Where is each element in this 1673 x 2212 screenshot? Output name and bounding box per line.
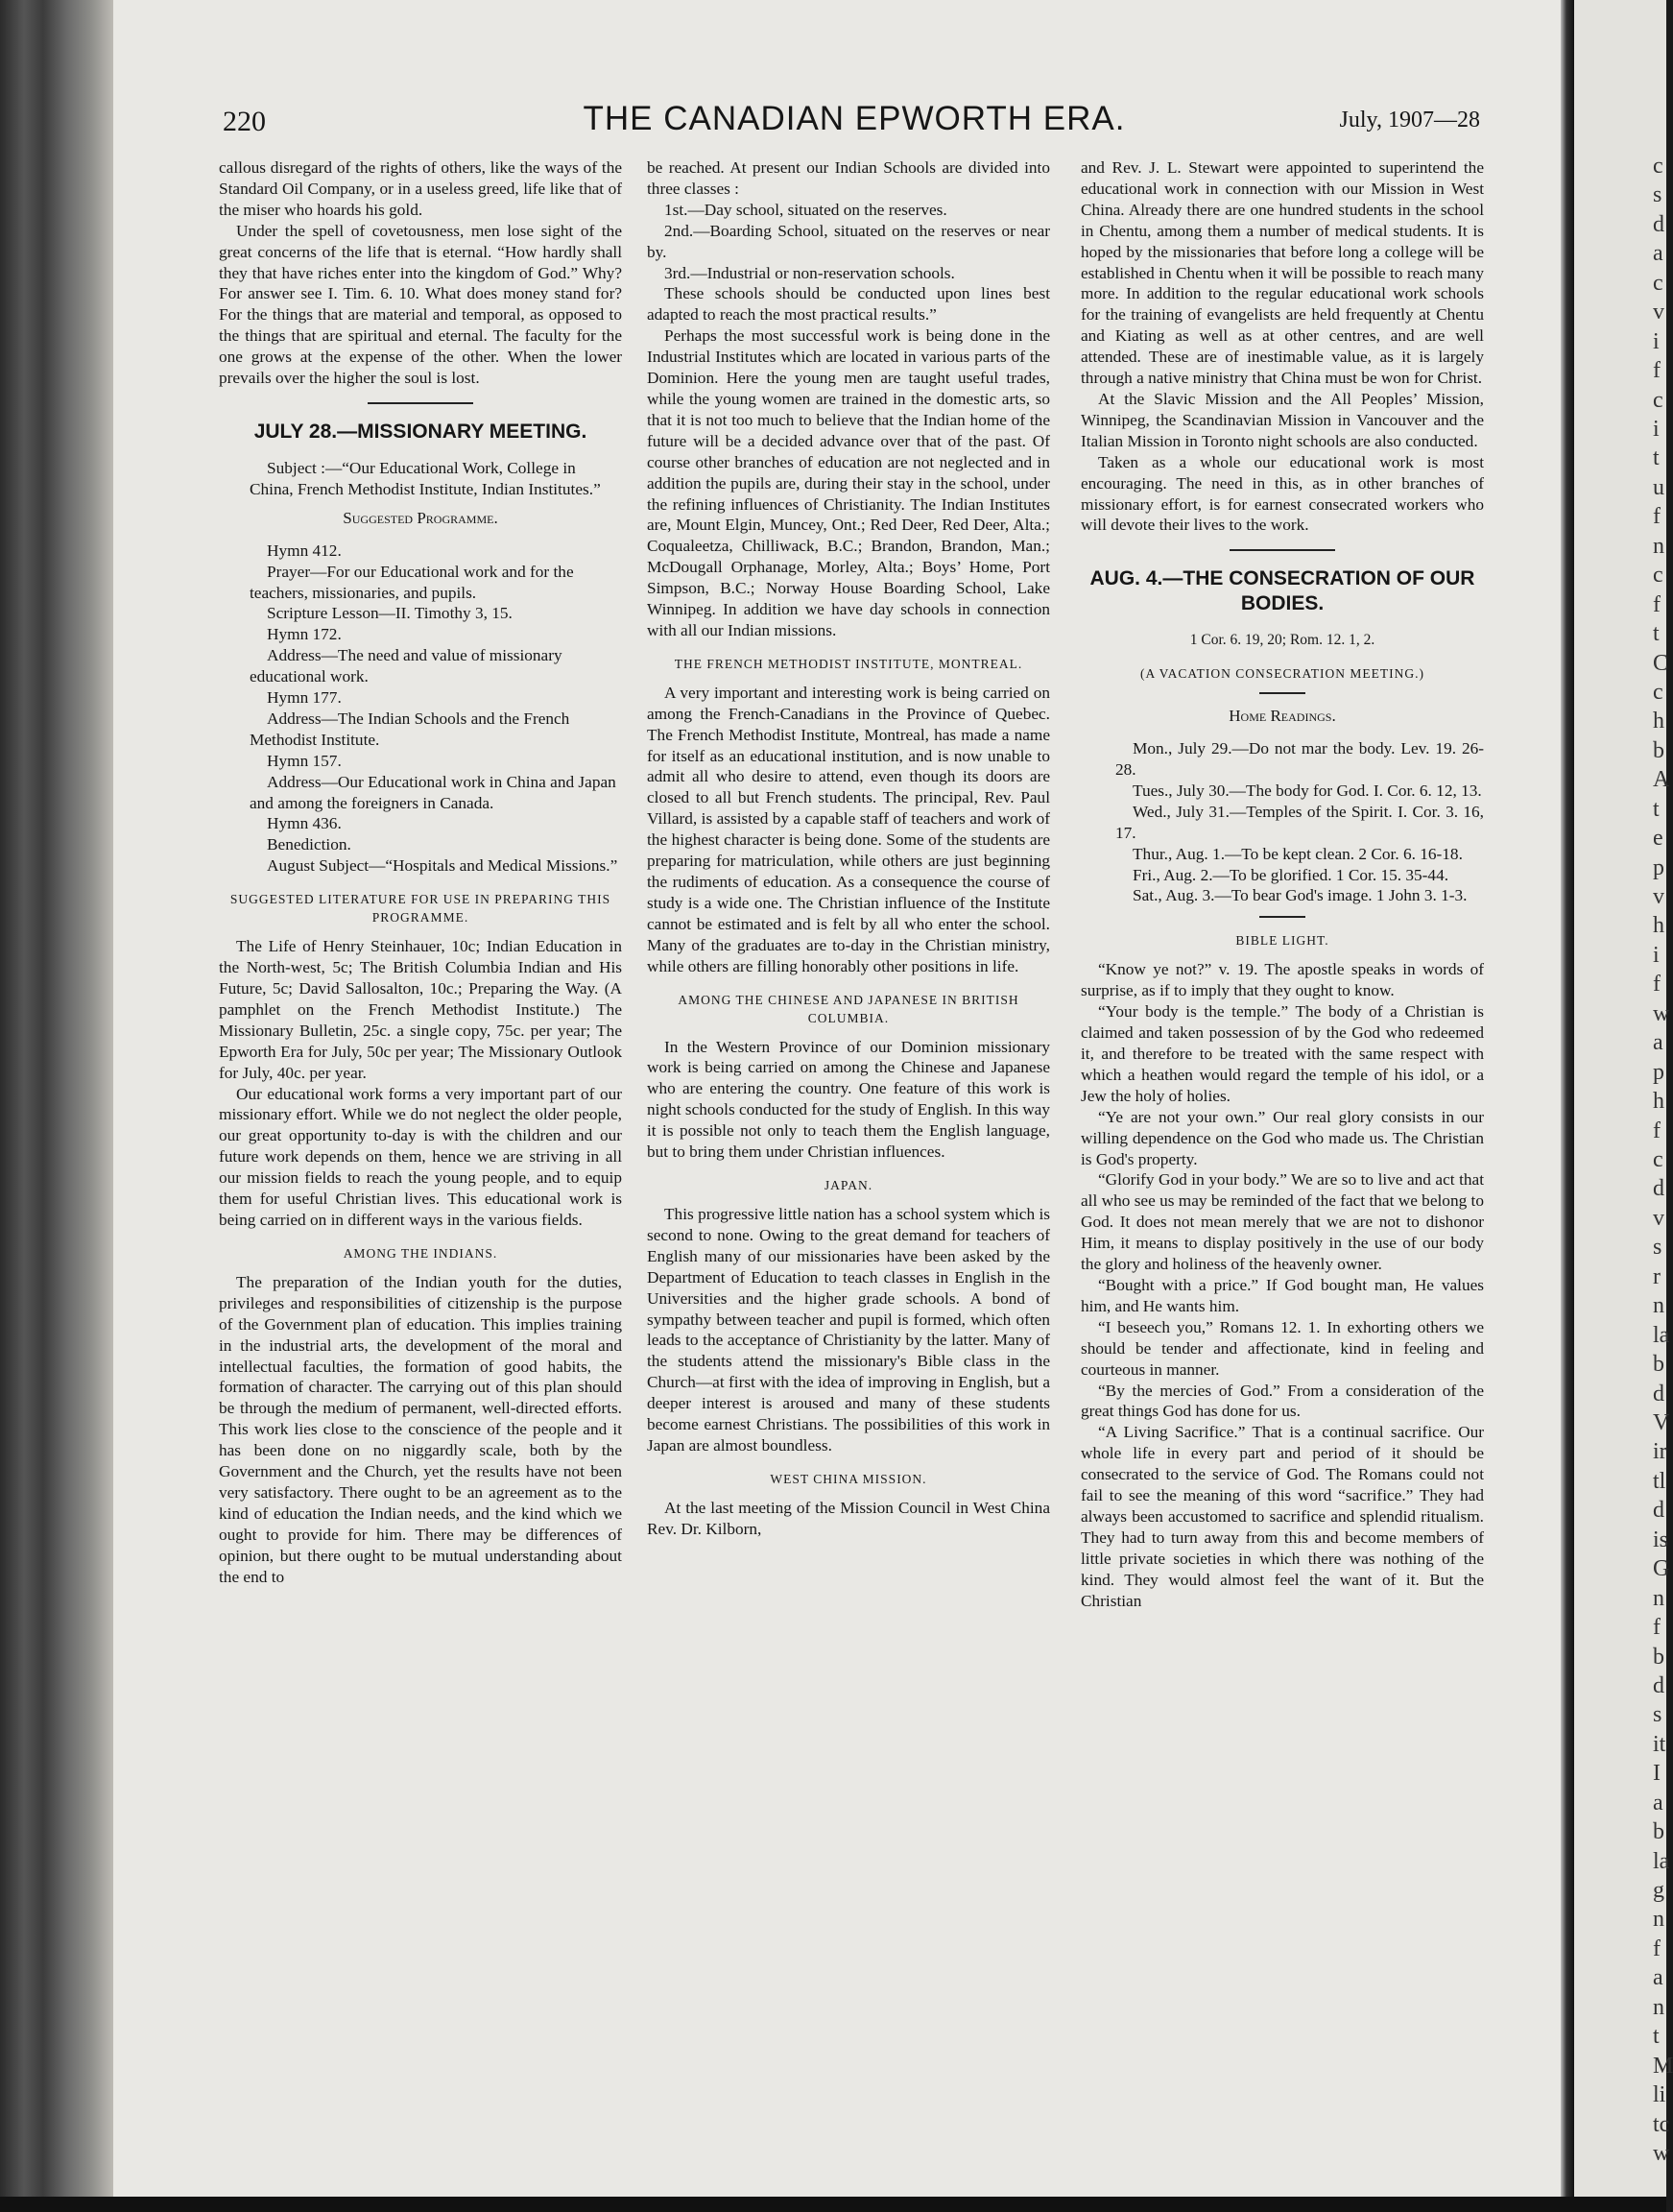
reading-item: Wed., July 31.—Temples of the Spirit. I. Cor. 3. 16, 17. <box>1115 802 1484 842</box>
paragraph: Perhaps the most successful work is being done in the Industrial Institutes which are located in various parts of the Dominion. Here the young men are taught useful trades, while the young women are trained in the domestic arts, so that it is not too much to believe that the Indian home of the future will be a decided advance over that of the past. Of course other branches of education are not neglected and in addition the pupils are, during their stay in the school, under the refining influences of Christianity. The Indian Institutes are, Mount Elgin, Muncey, Ont.; Red Deer, Red Deer, Alta.; Coqualeetza, Chilliwack, B.C.; Brandon, Brandon, Man.; McDougall Orphanage, Morley, Alta.; Boys’ Home, Port Simpson, B.C.; Norway House Boarding School, Lake Winnipeg. In addition we have day schools in connection with all our Indian missions. <box>647 326 1050 639</box>
programme-item: Benediction. <box>267 835 351 854</box>
cropped-letter: c <box>1653 1147 1663 1172</box>
short-divider <box>1259 916 1305 918</box>
cropped-letter: p <box>1653 1059 1664 1085</box>
cropped-letter: u <box>1653 474 1664 500</box>
cropped-letter: t <box>1653 2024 1660 2050</box>
cropped-letter: g <box>1653 1878 1664 1904</box>
cropped-letter: tc <box>1653 2111 1670 2137</box>
book-binding <box>0 0 113 2212</box>
programme-item: Hymn 412. <box>267 541 342 560</box>
cropped-letter: b <box>1653 737 1664 763</box>
paragraph: This progressive little nation has a school system which is second to none. Owing to the great demand for teachers of English many of our missionaries have been asked by the Department of Education to teach classes in English in the Universities and the higher grade schools. A bond of sympathy between teacher and pupil is formed, which often leads to the acceptance of Christianity by the latter. Many of the students attend the missionary's Bible class in the Church—at first with the idea of improving in English, but a deeper interest is aroused and many of these students become earnest Christians. The possibilities of this work in Japan are almost boundless. <box>647 1204 1050 1455</box>
paragraph: At the last meeting of the Mission Council in West China Rev. Dr. Kilborn, <box>647 1498 1050 1538</box>
cropped-letter: p <box>1653 854 1664 880</box>
cropped-letter: c <box>1653 563 1663 589</box>
cropped-letter: li <box>1653 2082 1666 2108</box>
short-divider <box>1259 692 1305 694</box>
cropped-letter: h <box>1653 1089 1664 1115</box>
programme-list <box>219 541 622 878</box>
subheading: SUGGESTED LITERATURE FOR USE IN PREPARING THIS PROGRAMME. <box>229 892 611 926</box>
cropped-letter: b <box>1653 1819 1664 1845</box>
cropped-letter: i <box>1653 416 1660 442</box>
cropped-letter: f <box>1653 972 1661 998</box>
cropped-letter: s <box>1653 182 1662 208</box>
section-title: JULY 28.—MISSIONARY MEETING. <box>253 420 587 443</box>
cropped-letter: d <box>1653 1672 1664 1698</box>
issue-date: July, 1907—28 <box>1339 108 1480 132</box>
reading-item: Sat., Aug. 3.—To bear God's image. 1 John 3. 1-3. <box>1133 886 1468 905</box>
scan-bottom-edge <box>0 2197 1666 2212</box>
page-gutter <box>1561 0 1574 2212</box>
paragraph: “Ye are not your own.” Our real glory consists in our willing dependence on the God who made us. The Christian is God's property. <box>1081 1107 1484 1168</box>
cropped-letter: tl <box>1653 1468 1666 1494</box>
cropped-letter: la <box>1653 1848 1670 1874</box>
paragraph: Taken as a whole our educational work is most encouraging. The need in this, as in other branches of missionary effort, is for earnest consecrated workers who will devote their lives to the work. <box>1081 452 1484 535</box>
paragraph: 1st.—Day school, situated on the reserves. <box>664 200 947 219</box>
page-header <box>223 100 1486 138</box>
subheading: THE FRENCH METHODIST INSTITUTE, MONTREAL. <box>674 656 1023 671</box>
paragraph: Our educational work forms a very important part of our missionary effort. While we do not neglect the older people, our great opportunity to-day is with the children and our future work depends on them, hence we are striving in all our mission fields to reach the young people, and to equip them for useful Christian lives. This educational work is being carried on in different ways in the various fields. <box>219 1084 622 1229</box>
section-divider <box>1230 549 1335 551</box>
paragraph: 2nd.—Boarding School, situated on the reserves or near by. <box>647 221 1050 261</box>
subject-line: Subject :—“Our Educational Work, College in China, French Methodist Institute, Indian Institutes.” <box>250 458 601 498</box>
reading-item: Thur., Aug. 1.—To be kept clean. 2 Cor. 6. 16-18. <box>1133 844 1463 863</box>
page-number: 220 <box>223 106 266 137</box>
subheading: AMONG THE INDIANS. <box>343 1245 498 1261</box>
adjacent-page-edge <box>1574 0 1673 2212</box>
paragraph: “Glorify God in your body.” We are so to live and act that all who see us may be reminded of the fact that we belong to God. It does not mean merely that we are not to dishonor Him, it means to display positively in the use of our body the glory and holiness of the heavenly owner. <box>1081 1170 1484 1274</box>
cropped-letter: C <box>1653 650 1669 676</box>
reading-item: Fri., Aug. 2.—To be glorified. 1 Cor. 15. 35-44. <box>1133 865 1449 884</box>
subheading: JAPAN. <box>824 1177 873 1192</box>
cropped-letter: f <box>1653 358 1661 384</box>
paragraph: The preparation of the Indian youth for the duties, privileges and responsibilities of citizenship is the purpose of the Government plan of education. This implies training in the industrial arts, the development of the moral and intellectual faculties, the formation of good habits, the formation of character. The carrying out of this plan should be through the medium of permanent, well-directed efforts. This work lies close to the conscience of the people and it has been done on no niggardly scale, both by the Government and the Church, yet the results have not been very satisfactory. There ought to be an agreement as to the kind of education the Indian needs, and the kind which we ought to provide for him. There may be differences of opinion, but there ought to be mutual understanding about the end to <box>219 1272 622 1586</box>
cropped-letter: f <box>1653 1936 1661 1961</box>
cropped-letter: c <box>1653 679 1663 705</box>
cropped-letter: d <box>1653 1498 1664 1524</box>
scripture-refs: 1 Cor. 6. 19, 20; Rom. 12. 1, 2. <box>1189 632 1375 649</box>
cropped-letter: d <box>1653 1176 1664 1202</box>
cropped-letter: r <box>1653 1263 1661 1289</box>
paragraph: Under the spell of covetousness, men lose sight of the great concerns of the life that is eternal. “How hardly shall they that have riches enter into the kingdom of God.” Why? For answer see I. Tim. 6. 10. What does money stand for? For the things that are material and temporal, as opposed to the things that are spiritual and eternal. The faculty for the one grows at the expense of the other. When the lower prevails over the higher the soul is lost. <box>219 221 622 388</box>
paragraph: In the Western Province of our Dominion missionary work is being carried on among the Chinese and Japanese who are entering the country. One feature of this work is night schools conducted for the study of English. In this way it is possible not only to teach them the English language, but to bring them under Christian influences. <box>647 1037 1050 1162</box>
cropped-letter: M <box>1653 2053 1673 2079</box>
programme-item: Address—The Indian Schools and the French Methodist Institute. <box>250 709 570 749</box>
meeting-note: (A VACATION CONSECRATION MEETING.) <box>1139 666 1424 682</box>
cropped-letter: s <box>1653 1702 1662 1728</box>
programme-item: Hymn 436. <box>267 814 342 833</box>
subheading: Suggested Programme. <box>343 508 498 527</box>
home-readings-list <box>1081 738 1484 906</box>
column-1 <box>219 157 622 2193</box>
cropped-letter: V <box>1653 1409 1670 1435</box>
cropped-letter: v <box>1653 300 1664 325</box>
cropped-letter: i <box>1653 942 1660 968</box>
column-2 <box>647 157 1050 2193</box>
cropped-letter: i <box>1653 328 1660 354</box>
cropped-letter: la <box>1653 1322 1670 1348</box>
cropped-letter: h <box>1653 709 1664 734</box>
section-title: AUG. 4.—THE CONSECRATION OF OUR BODIES. <box>1089 567 1475 615</box>
cropped-letter: f <box>1653 1615 1661 1641</box>
programme-item: Prayer—For our Educational work and for the teachers, missionaries, and pupils. <box>250 562 574 602</box>
paragraph: A very important and interesting work is being carried on among the French-Canadians in the Province of Quebec. The French Methodist Institute, Montreal, has made a name for itself as an educational institution, and is now unable to admit all who desire to attend, even though its doors are closed to all but French students. The principal, Rev. Paul Villard, is assisted by a capable staff of teachers and work of the highest character is being done. Some of the students are preparing for matriculation, while others are just beginning the rudiments of education. As a consequence the course of study is a wide one. The Christian influence of the Institute cannot be estimated and is felt by all who enter the school. Many of the graduates are to-day in the Christian ministry, while others are filling honorably other positions in life. <box>647 683 1050 975</box>
cropped-letter: b <box>1653 1352 1664 1378</box>
reading-item: Mon., July 29.—Do not mar the body. Lev. 19. 26-28. <box>1115 739 1484 780</box>
paragraph: “Know ye not?” v. 19. The apostle speaks in words of surprise, as if to imply that they ought to know. <box>1081 960 1484 1000</box>
paragraph: “Bought with a price.” If God bought man, He values him, and He wants him. <box>1081 1275 1484 1315</box>
cropped-letter: it <box>1653 1731 1666 1757</box>
paragraph: “By the mercies of God.” From a consideration of the great things God has done for us. <box>1081 1381 1484 1421</box>
cropped-letter: n <box>1653 1994 1664 2020</box>
cropped-letter: a <box>1653 1790 1663 1815</box>
cropped-letter: v <box>1653 884 1664 910</box>
paragraph: At the Slavic Mission and the All Peoples’ Mission, Winnipeg, the Scandinavian Mission in Vancouver and the Italian Mission in Toronto night schools are also conducted. <box>1081 389 1484 450</box>
programme-item: August Subject—“Hospitals and Medical Missions.” <box>267 856 618 876</box>
paragraph: “I beseech you,” Romans 12. 1. In exhorting others we should be tender and affectionate, kind in feeling and courteous in manner. <box>1081 1317 1484 1379</box>
cropped-letter: w <box>1653 1000 1670 1026</box>
cropped-letter: c <box>1653 387 1663 413</box>
paragraph: callous disregard of the rights of others, like the ways of the Standard Oil Company, or in a useless greed, life like that of the miser who hoards his gold. <box>219 158 622 219</box>
paragraph: “A Living Sacrifice.” That is a continual sacrifice. Our whole life in every part and period of it should be consecrated to the service of God. The Romans could not fail to see the meaning of this word “sacrifice.” They had always been accustomed to sacrifice and splendid ritualism. They had to turn away from this and become members of little private societies in which there was nothing of the kind. They would almost feel the want of it. But the Christian <box>1081 1423 1484 1610</box>
paragraph: and Rev. J. L. Stewart were appointed to superintend the educational work in connection with our Mission in West China. Already there are one hundred students in the school in Chentu, among them a number of medical students. It is hoped by the missionaries that before long a college will be established in Chentu when it will be possible to reach many more. In addition to the regular educational work schools for the training of evangelists are held frequently at Chentu and Kiating as well as at other centres, and are well attended. These are of inestimable value, as it is largely through a native ministry that China must be won for Christ. <box>1081 158 1484 388</box>
cropped-letter: b <box>1653 1644 1664 1670</box>
cropped-letter: w <box>1653 2141 1670 2166</box>
programme-item: Hymn 157. <box>267 751 342 770</box>
paragraph: The Life of Henry Steinhauer, 10c; Indian Education in the North-west, 5c; The British Columbia Indian and His Future, 5c; David Sallosalton, 10c.; Preparing the Way. (A pamphlet on the French Methodist Institute.) The Missionary Bulletin, 25c. a single copy, 75c. per year; The Epworth Era for July, 50c per year; The Missionary Outlook for July, 40c. per year. <box>219 937 622 1082</box>
cropped-letter: f <box>1653 1118 1661 1143</box>
cropped-letter: is <box>1653 1527 1669 1552</box>
cropped-letter: ir <box>1653 1439 1667 1465</box>
cropped-letter: G <box>1653 1556 1670 1582</box>
section-divider <box>368 402 473 404</box>
column-3 <box>1081 157 1484 2193</box>
paragraph: These schools should be conducted upon lines best adapted to reach the most practical results.” <box>647 284 1050 325</box>
cropped-letter: e <box>1653 826 1663 852</box>
cropped-letter: s <box>1653 1235 1662 1261</box>
cropped-letter: c <box>1653 154 1663 179</box>
reading-item: Tues., July 30.—The body for God. I. Cor. 6. 12, 13. <box>1133 781 1482 800</box>
cropped-letter: I <box>1653 1761 1661 1787</box>
subheading: BIBLE LIGHT. <box>1235 933 1329 949</box>
paragraph: “Your body is the temple.” The body of a Christian is claimed and taken possession of by the God who redeemed it, and therefore to be treated with the same respect with which a heathen would regard the temple of his idol, or a Jew the holy of holies. <box>1081 1002 1484 1105</box>
paragraph: be reached. At present our Indian Schools are divided into three classes : <box>647 158 1050 198</box>
masthead: THE CANADIAN EPWORTH ERA. <box>583 100 1126 137</box>
programme-item: Hymn 172. <box>267 625 342 644</box>
cropped-letter: a <box>1653 1030 1663 1056</box>
cropped-letter: d <box>1653 1381 1664 1407</box>
cropped-letter: t <box>1653 796 1660 822</box>
cropped-letter: v <box>1653 1205 1664 1231</box>
programme-item: Scripture Lesson—II. Timothy 3, 15. <box>267 604 513 623</box>
cropped-letter: a <box>1653 1965 1663 1991</box>
subheading: Home Readings. <box>1229 707 1336 726</box>
cropped-letter: f <box>1653 504 1661 530</box>
cropped-letter: a <box>1653 241 1663 267</box>
cropped-letter: c <box>1653 270 1663 296</box>
programme-item: Hymn 177. <box>267 688 342 708</box>
cropped-letter: t <box>1653 445 1660 471</box>
cropped-letter: f <box>1653 591 1661 617</box>
paragraph: 3rd.—Industrial or non-reservation schools. <box>664 263 955 282</box>
cropped-letter: A <box>1653 767 1670 793</box>
cropped-letter: n <box>1653 533 1664 559</box>
cropped-letter: d <box>1653 211 1664 237</box>
programme-item: Address—Our Educational work in China and Japan and among the foreigners in Canada. <box>250 772 616 812</box>
cropped-letter: n <box>1653 1907 1664 1933</box>
subheading: AMONG THE CHINESE AND JAPANESE IN BRITISH COLUMBIA. <box>678 992 1019 1025</box>
subheading: WEST CHINA MISSION. <box>770 1471 927 1486</box>
cropped-letter: t <box>1653 621 1660 647</box>
cropped-letter: n <box>1653 1293 1664 1319</box>
cropped-letter: n <box>1653 1585 1664 1611</box>
programme-item: Address—The need and value of missionary educational work. <box>250 646 562 686</box>
cropped-letter: h <box>1653 913 1664 939</box>
